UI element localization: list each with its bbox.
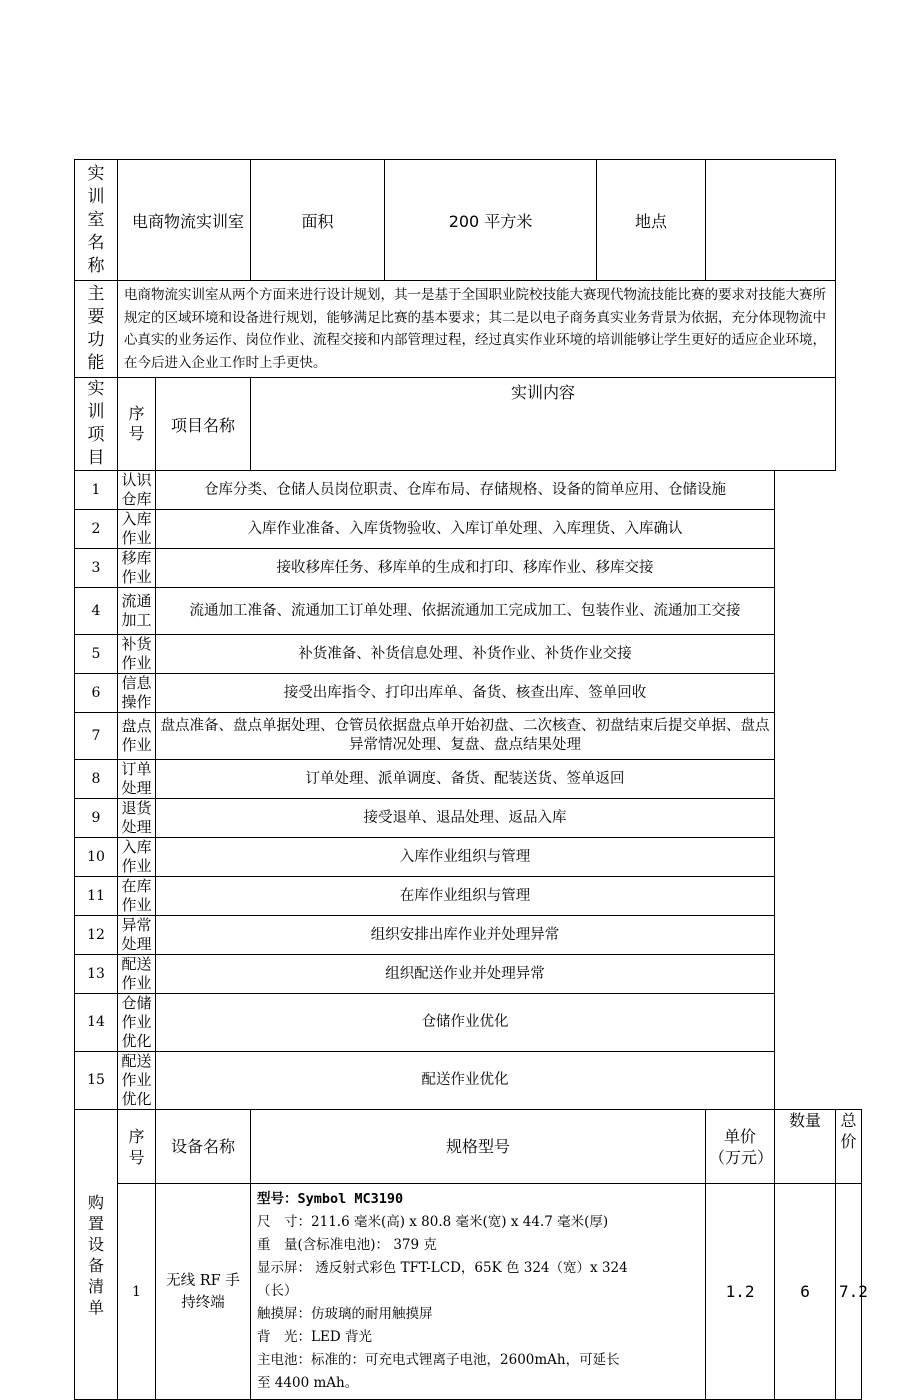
project-name: 认识仓库: [118, 471, 156, 510]
project-seq: 4: [75, 588, 118, 635]
function-label-char: 主: [87, 284, 105, 304]
project-row: [75, 877, 862, 916]
equipment-seq: 1: [118, 1184, 156, 1400]
project-content: 流通加工准备、流通加工订单处理、依据流通加工完成加工、包装作业、流通加工交接: [156, 588, 775, 635]
project-content: 入库作业组织与管理: [156, 838, 775, 877]
project-row: [75, 838, 862, 877]
equipment-label-char: 清: [87, 1276, 104, 1296]
spec-line: 背 光：LED 背光: [257, 1329, 372, 1345]
lab-info-table: [74, 159, 868, 1400]
project-name: 盘点作业: [118, 713, 156, 760]
project-name: 配送作业: [118, 955, 156, 994]
spec-line: 显示屏： 透反射式彩色 TFT-LCD，65K 色 324（宽）x 324: [257, 1260, 628, 1276]
spec-line: 主电池：标准的：可充电式锂离子电池，2600mAh，可延长: [257, 1352, 620, 1368]
project-content: 补货准备、补货信息处理、补货作业、补货作业交接: [156, 635, 775, 674]
project-seq: 14: [75, 994, 118, 1052]
project-row: [75, 713, 862, 760]
project-content: 接受出库指令、打印出库单、备货、核查出库、签单回收: [156, 674, 775, 713]
project-seq: 15: [75, 1052, 118, 1110]
equipment-total: 7.2: [836, 1184, 862, 1400]
project-seq: 11: [75, 877, 118, 916]
equipment-header-row: [75, 1110, 862, 1184]
room-name-label-char: 训: [87, 186, 105, 207]
project-content: 仓库分类、仓储人员岗位职责、仓库布局、存储规格、设备的简单应用、仓储设施: [156, 471, 775, 510]
equipment-label-char: 购: [87, 1192, 104, 1212]
project-content: 配送作业优化: [156, 1052, 775, 1110]
equipment-qty: 6: [775, 1184, 836, 1400]
function-row: [75, 281, 862, 378]
equipment-row: [75, 1184, 862, 1400]
equipment-label-char: 单: [87, 1297, 104, 1317]
project-row: [75, 588, 862, 635]
project-seq: 12: [75, 916, 118, 955]
spec-line: 至 4400 mAh。: [257, 1375, 359, 1391]
room-name-label-char: 室: [87, 209, 105, 230]
projects-header-row: [75, 378, 862, 471]
projects-label-char: 项: [87, 425, 105, 445]
area-label: 面积: [251, 160, 385, 281]
project-name: 入库作业: [118, 510, 156, 549]
projects-body: [75, 471, 862, 1110]
projects-label: [75, 378, 118, 471]
location-label: 地点: [597, 160, 706, 281]
project-name: 信息操作: [118, 674, 156, 713]
function-text: 电商物流实训室从两个方面来进行设计规划，其一是基于全国职业院校技能大赛现代物流技能比赛的要求对技能大赛所规定的区域环境和设备进行规划，能够满足比赛的基本要求；其二是以电子商务真实业务背景为依据，充分体现物流中心真实的业务运作、岗位作业、流程交接和内部管理过程，经过真实作业环境的培训能够让学生更好的适应企业环境，在今后进入企业工作时上手更快。: [118, 281, 836, 378]
project-content: 组织配送作业并处理异常: [156, 955, 775, 994]
function-label: [75, 281, 118, 378]
project-row: [75, 635, 862, 674]
equipment-label-char: 置: [87, 1213, 104, 1233]
equipment-qty-header: 数量: [775, 1110, 836, 1184]
project-row: [75, 471, 862, 510]
area-value: 200 平方米: [385, 160, 597, 281]
spec-line: 型号：Symbol MC3190: [257, 1191, 404, 1207]
project-content: 入库作业准备、入库货物验收、入库订单处理、入库理货、入库确认: [156, 510, 775, 549]
location-value: [706, 160, 836, 281]
equipment-unit-price-header: 单价（万元）: [706, 1110, 775, 1184]
project-name: 补货作业: [118, 635, 156, 674]
project-name: 在库作业: [118, 877, 156, 916]
projects-name-header: 项目名称: [156, 378, 251, 471]
room-name-label-char: 实: [87, 163, 105, 184]
equipment-label-char: 备: [87, 1255, 104, 1275]
project-row: [75, 799, 862, 838]
project-seq: 10: [75, 838, 118, 877]
function-label-char: 能: [87, 353, 105, 373]
room-name-label: [75, 160, 118, 281]
project-content: 盘点准备、盘点单据处理、仓管员依据盘点单开始初盘、二次核查、初盘结束后提交单据、盘点异常情况处理、复盘、盘点结果处理: [156, 713, 775, 760]
project-seq: 3: [75, 549, 118, 588]
spec-line: 重 量(含标准电池)： 379 克: [257, 1237, 437, 1253]
project-name: 移库作业: [118, 549, 156, 588]
projects-label-char: 目: [87, 448, 105, 468]
project-content: 接收移库任务、移库单的生成和打印、移库作业、移库交接: [156, 549, 775, 588]
project-name: 异常处理: [118, 916, 156, 955]
project-row: [75, 510, 862, 549]
equipment-label-char: 设: [87, 1234, 104, 1254]
project-name: 仓储作业优化: [118, 994, 156, 1052]
project-row: [75, 916, 862, 955]
project-seq: 13: [75, 955, 118, 994]
project-content: 接受退单、退品处理、返品入库: [156, 799, 775, 838]
room-name-label-char: 名: [87, 232, 105, 253]
project-name: 流通加工: [118, 588, 156, 635]
projects-seq-header: 序号: [118, 378, 156, 471]
equipment-spec: [251, 1184, 706, 1400]
project-name: 退货处理: [118, 799, 156, 838]
equipment-label: [75, 1110, 118, 1400]
project-row: [75, 955, 862, 994]
equipment-total-header: 总价: [836, 1110, 862, 1184]
project-row: [75, 674, 862, 713]
project-seq: 9: [75, 799, 118, 838]
project-seq: 8: [75, 760, 118, 799]
projects-content-header: 实训内容: [251, 378, 836, 471]
project-name: 订单处理: [118, 760, 156, 799]
project-seq: 6: [75, 674, 118, 713]
equipment-unit-price: 1.2: [706, 1184, 775, 1400]
equipment-name: 无线 RF 手持终端: [156, 1184, 251, 1400]
project-row: [75, 1052, 862, 1110]
project-content: 仓储作业优化: [156, 994, 775, 1052]
project-seq: 2: [75, 510, 118, 549]
spec-line: （长）: [257, 1283, 298, 1299]
project-seq: 5: [75, 635, 118, 674]
projects-label-char: 训: [87, 402, 105, 422]
project-row: [75, 549, 862, 588]
project-name: 入库作业: [118, 838, 156, 877]
project-seq: 1: [75, 471, 118, 510]
project-seq: 7: [75, 713, 118, 760]
project-content: 订单处理、派单调度、备货、配装送货、签单返回: [156, 760, 775, 799]
equipment-seq-header: 序号: [118, 1110, 156, 1184]
project-name: 配送作业优化: [118, 1052, 156, 1110]
project-content: 在库作业组织与管理: [156, 877, 775, 916]
room-name-value: 电商物流实训室: [118, 160, 251, 281]
equipment-name-header: 设备名称: [156, 1110, 251, 1184]
room-name-label-char: 称: [87, 255, 105, 276]
function-label-char: 要: [87, 307, 105, 327]
spec-line: 触摸屏：仿玻璃的耐用触摸屏: [257, 1306, 433, 1322]
projects-label-char: 实: [87, 379, 105, 399]
project-content: 组织安排出库作业并处理异常: [156, 916, 775, 955]
room-info-row: [75, 160, 862, 281]
function-label-char: 功: [87, 330, 105, 350]
equipment-spec-header: 规格型号: [251, 1110, 706, 1184]
project-row: [75, 760, 862, 799]
spec-line: 尺 寸：211.6 毫米(高) x 80.8 毫米(宽) x 44.7 毫米(厚): [257, 1214, 609, 1230]
project-row: [75, 994, 862, 1052]
